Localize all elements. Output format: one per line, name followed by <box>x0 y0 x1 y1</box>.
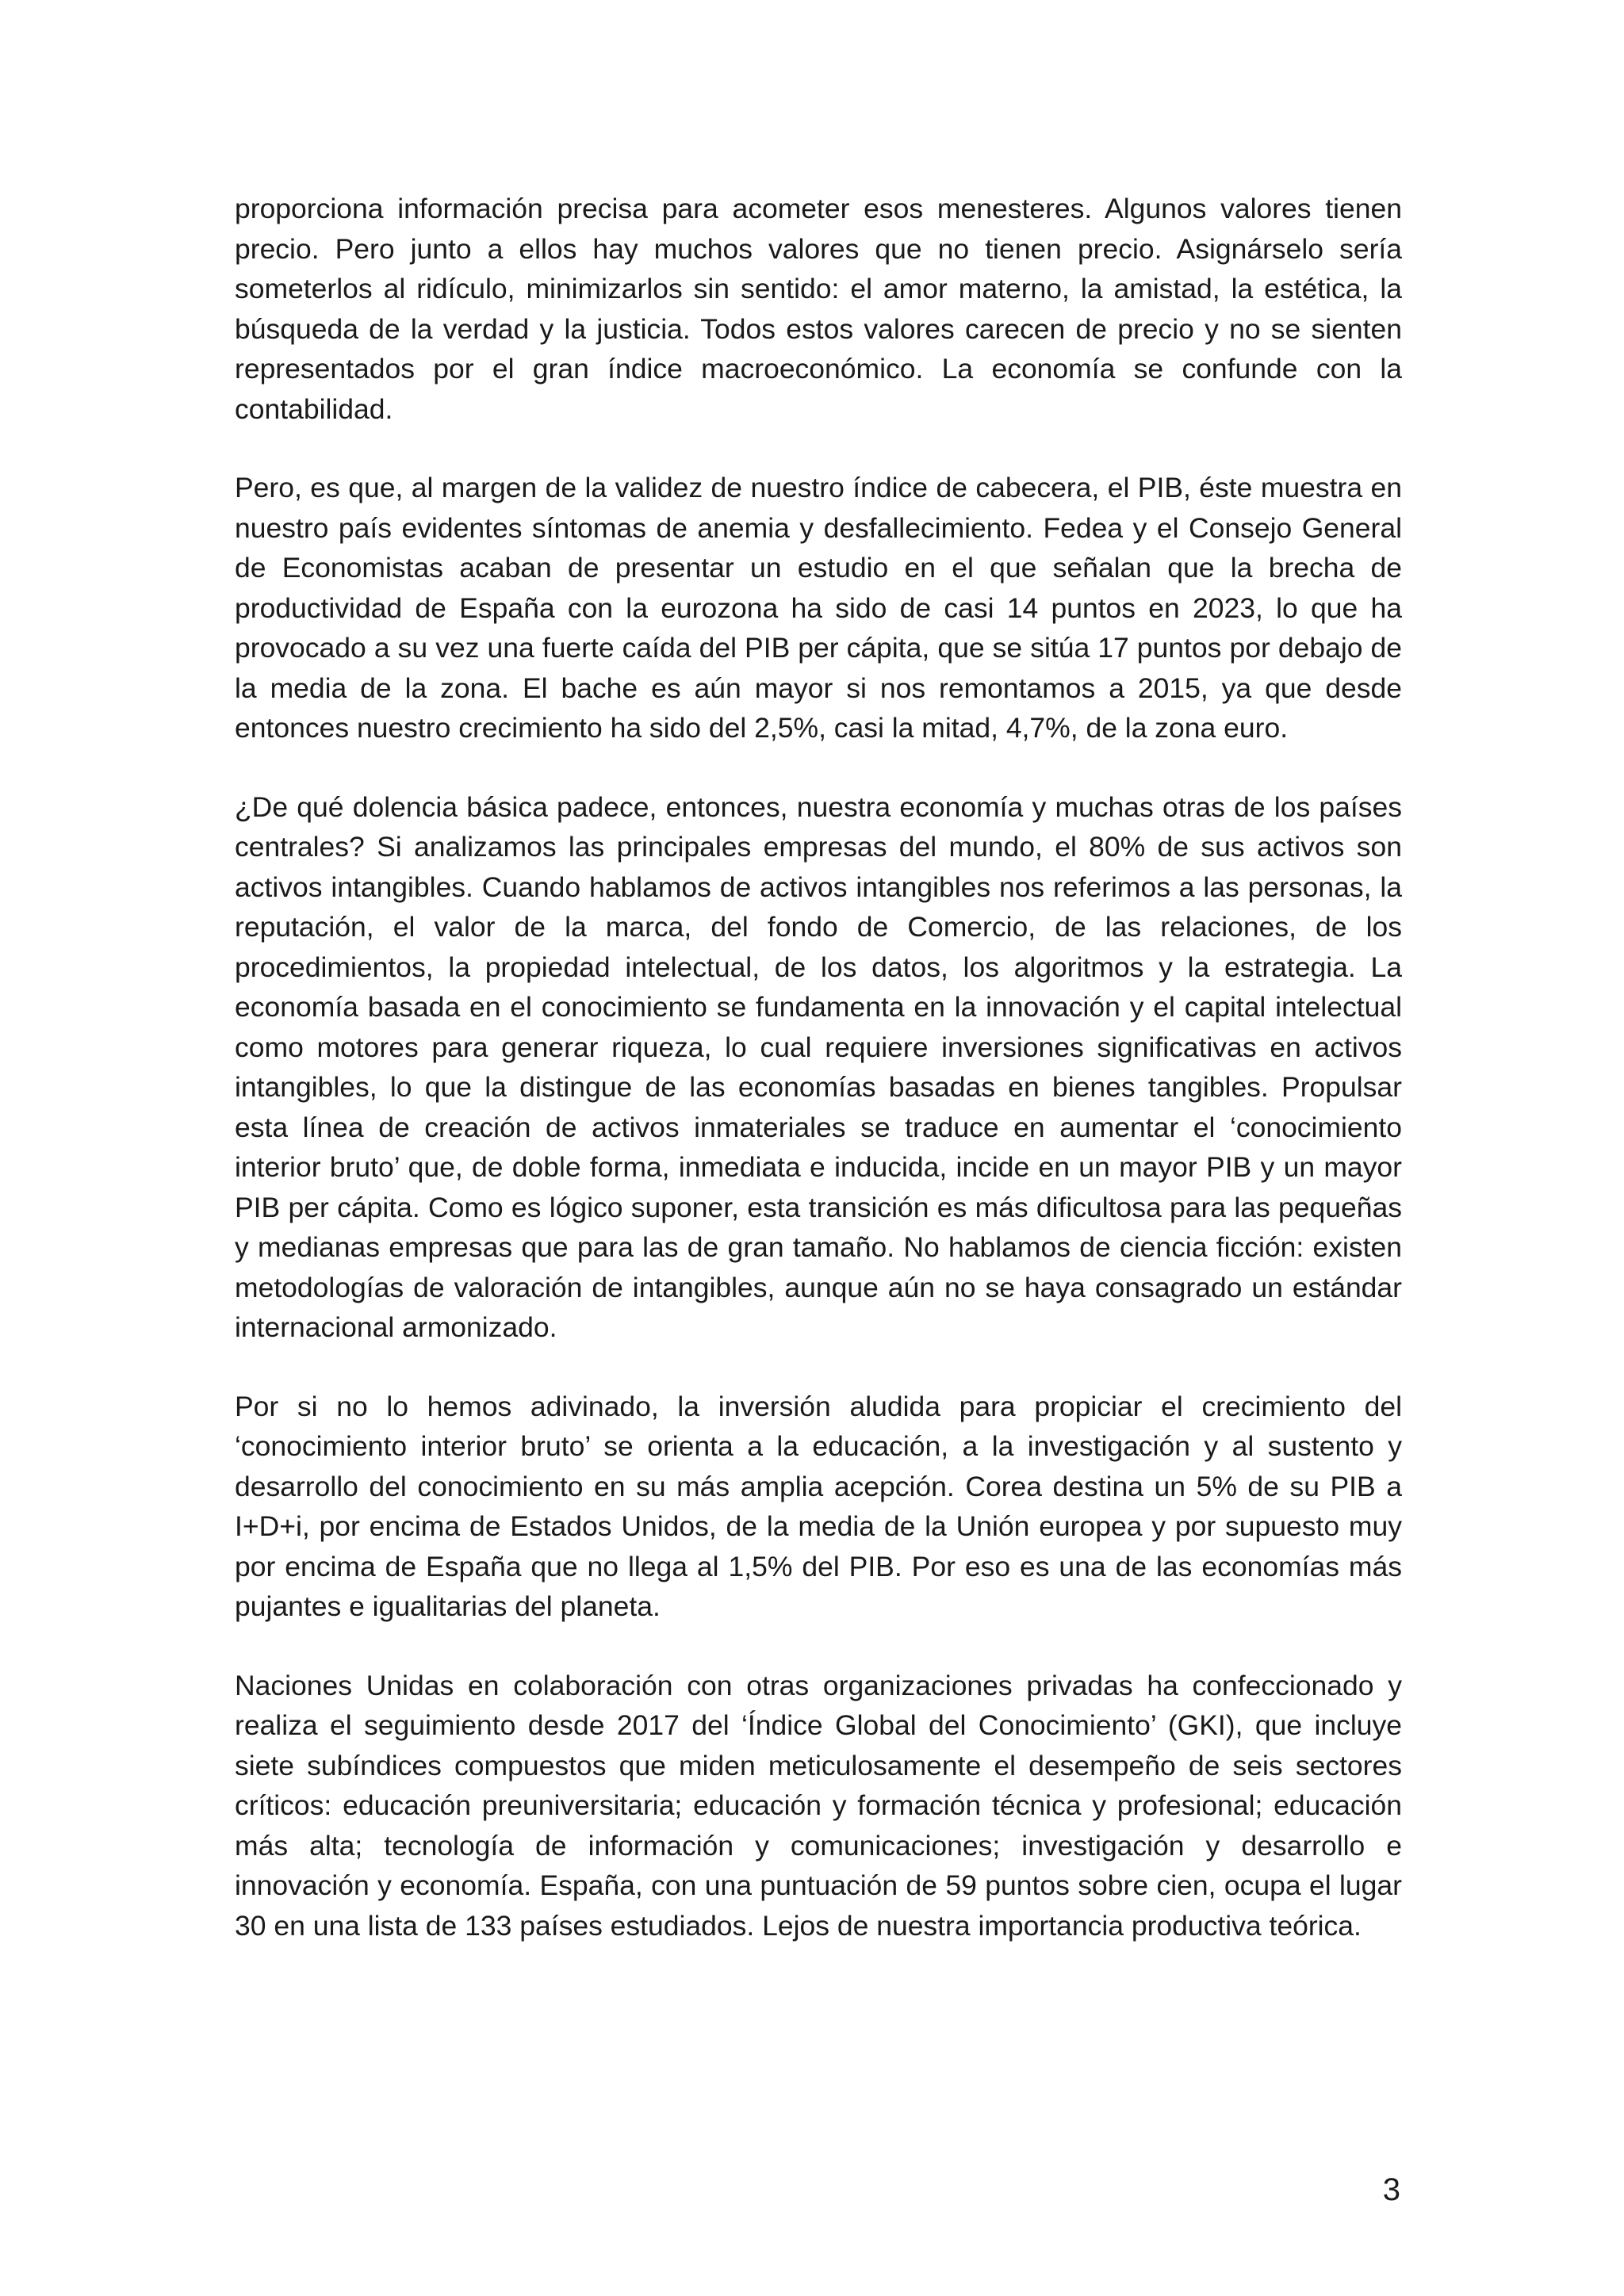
paragraph-5: Naciones Unidas en colaboración con otras organizaciones privadas ha confeccionado y realiza el seguimiento desde 2017 del ‘Índice Global del Conocimiento’ (GKI), que incluye siete subíndices compuestos que miden meticulosamente el desempeño de seis sectores críticos: educación preuniversitaria; educación y formación técnica y profesional; educación más alta; tecnología de información y comunicaciones; investigación y desarrollo e innovación y economía. España, con una puntuación de 59 puntos sobre cien, ocupa el lugar 30 en una lista de 133 países estudiados. Lejos de nuestra importancia productiva teórica. <box>235 1669 1402 1942</box>
paragraph-3: ¿De qué dolencia básica padece, entonces, nuestra economía y muchas otras de los países centrales? Si analizamos las principales empresas del mundo, el 80% de sus activos son activos intangibles. Cuando hablamos de activos intangibles nos referimos a las personas, la reputación, el valor de la marca, del fondo de Comercio, de las relaciones, de los procedimientos, la propiedad intelectual, de los datos, los algoritmos y la estrategia. La economía basada en el conocimiento se fundamenta en la innovación y el capital intelectual como motores para generar riqueza, lo cual requiere inversiones significativas en activos intangibles, lo que la distingue de las economías basadas en bienes tangibles. Propulsar esta línea de creación de activos inmateriales se traduce en aumentar el ‘conocimiento interior bruto’ que, de doble forma, inmediata e inducida, incide en un mayor PIB y un mayor PIB per cápita. Como es lógico suponer, esta transición es más dificultosa para las pequeñas y medianas empresas que para las de gran tamaño. No hablamos de ciencia ficción: existen metodologías de valoración de intangibles, aunque aún no se haya consagrado un estándar internacional armonizado. <box>235 790 1402 1343</box>
document-body <box>235 189 1402 1984</box>
paragraph-1: proporciona información precisa para acometer esos menesteres. Algunos valores tienen precio. Pero junto a ellos hay muchos valores que no tienen precio. Asignárselo sería someterlos al ridículo, minimizarlos sin sentido: el amor materno, la amistad, la estética, la búsqueda de la verdad y la justicia. Todos estos valores carecen de precio y no se sienten representados por el gran índice macroeconómico. La economía se confunde con la contabilidad. <box>235 193 1402 425</box>
paragraph-2: Pero, es que, al margen de la validez de nuestro índice de cabecera, el PIB, éste muestra en nuestro país evidentes síntomas de anemia y desfallecimiento. Fedea y el Consejo General de Economistas acaban de presentar un estudio en el que señalan que la brecha de productividad de España con la eurozona ha sido de casi 14 puntos en 2023, lo que ha provocado a su vez una fuerte caída del PIB per cápita, que se sitúa 17 puntos por debajo de la media de la zona. El bache es aún mayor si nos remontamos a 2015, ya que desde entonces nuestro crecimiento ha sido del 2,5%, casi la mitad, 4,7%, de la zona euro. <box>235 472 1402 744</box>
page-number: 3 <box>1382 2172 1400 2207</box>
paragraph-4: Por si no lo hemos adivinado, la inversión aludida para propiciar el crecimiento del ‘conocimiento interior bruto’ se orienta a la educación, a la investigación y al sustento y desarrollo del conocimiento en su más amplia acepción. Corea destina un 5% de su PIB a I+D+i, por encima de Estados Unidos, de la media de la Unión europea y por supuesto muy por encima de España que no llega al 1,5% del PIB. Por eso es una de las economías más pujantes e igualitarias del planeta. <box>235 1390 1402 1622</box>
